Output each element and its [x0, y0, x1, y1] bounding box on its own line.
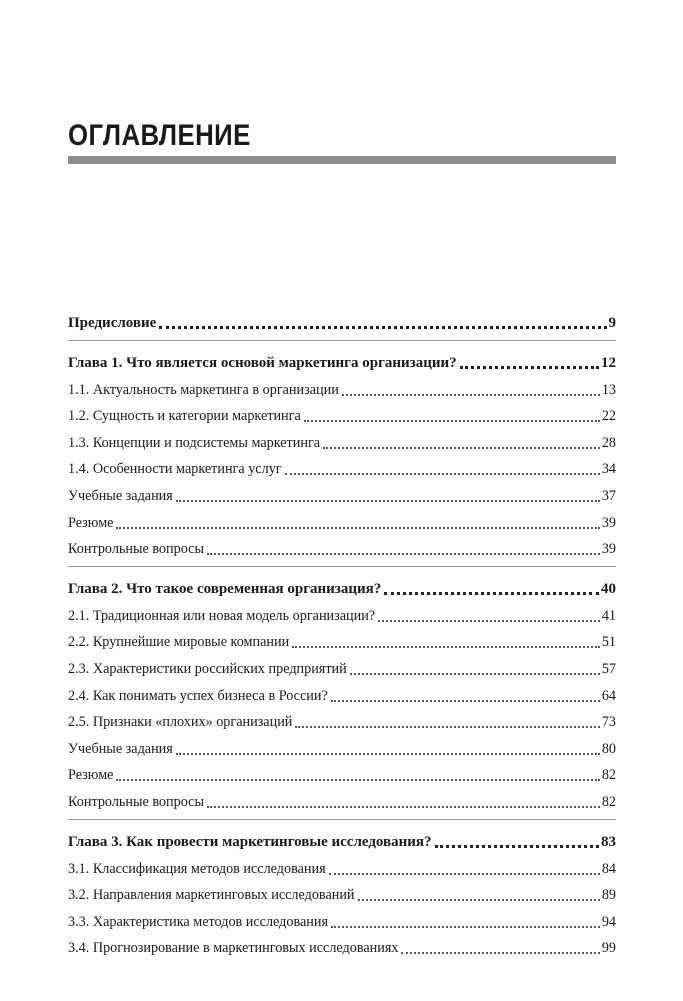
dot-leader: [207, 553, 600, 555]
toc-entry-label: 3.1. Классификация методов исследования: [68, 860, 326, 877]
toc-entry[interactable]: [68, 507, 616, 534]
divider: [68, 340, 616, 341]
toc-entry-label: Глава 1. Что является основой маркетинга организации?: [68, 355, 457, 371]
toc-chapter-2-heading[interactable]: [68, 573, 616, 600]
dot-leader: [207, 806, 600, 808]
toc-entry-page: 9: [608, 315, 616, 331]
toc-entry-label: 2.1. Традиционная или новая модель организации?: [68, 607, 376, 624]
toc-entry-page: 34: [601, 461, 616, 478]
dot-leader: [331, 700, 600, 702]
table-of-contents: [68, 307, 616, 959]
dot-leader: [159, 326, 606, 329]
dot-leader: [285, 473, 600, 475]
dot-leader: [435, 845, 599, 848]
toc-entry[interactable]: [68, 933, 616, 960]
toc-entry[interactable]: [68, 880, 616, 907]
toc-entry-label: 2.2. Крупнейшие мировые компании: [68, 634, 290, 651]
toc-entry-label: 1.3. Концепции и подсистемы маркетинга: [68, 434, 321, 451]
toc-entry[interactable]: [68, 760, 616, 787]
toc-entry[interactable]: [68, 427, 616, 454]
toc-entry[interactable]: [68, 653, 616, 680]
toc-entry-page: 82: [601, 793, 616, 810]
toc-entry-label: Учебные задания: [68, 740, 173, 757]
toc-chapter-3-heading[interactable]: [68, 826, 616, 853]
toc-entry[interactable]: [68, 534, 616, 561]
toc-entry[interactable]: [68, 680, 616, 707]
toc-entry-label: 3.2. Направления маркетинговых исследований: [68, 887, 355, 904]
toc-entry-label: 3.3. Характеристика методов исследования: [68, 913, 329, 930]
toc-entry-preface[interactable]: [68, 307, 616, 334]
toc-entry[interactable]: [68, 374, 616, 401]
toc-entry-label: Контрольные вопросы: [68, 793, 204, 810]
toc-entry-label: 3.4. Прогнозирование в маркетинговых исследованиях: [68, 940, 399, 957]
toc-entry-label: Глава 3. Как провести маркетинговые исследования?: [68, 833, 432, 850]
toc-entry-page: 80: [601, 740, 616, 757]
dot-leader: [342, 394, 600, 396]
dot-leader: [116, 527, 599, 529]
toc-entry-page: 37: [601, 487, 616, 504]
page-title: ОГЛАВЛЕНИЕ: [68, 119, 251, 152]
divider: [68, 566, 616, 567]
toc-entry-page: 99: [601, 940, 616, 957]
toc-entry[interactable]: [68, 707, 616, 734]
toc-entry-page: 73: [601, 714, 616, 731]
toc-entry-label: Глава 2. Что такое современная организация?: [68, 581, 382, 598]
toc-entry-page: 41: [601, 607, 616, 624]
dot-leader: [331, 926, 600, 928]
toc-entry[interactable]: [68, 600, 616, 627]
dot-leader: [350, 673, 600, 675]
dot-leader: [176, 753, 600, 755]
toc-entry-label: Контрольные вопросы: [68, 541, 204, 558]
toc-entry[interactable]: [68, 627, 616, 654]
divider: [68, 819, 616, 820]
dot-leader: [323, 447, 600, 449]
toc-entry-page: 82: [601, 767, 616, 784]
toc-chapter-1-heading[interactable]: [68, 347, 616, 374]
toc-entry-page: 22: [601, 408, 616, 425]
toc-entry[interactable]: [68, 454, 616, 481]
toc-entry-label: Резюме: [68, 767, 114, 784]
dot-leader: [304, 420, 600, 422]
toc-entry-label: 1.4. Особенности маркетинга услуг: [68, 461, 282, 478]
toc-entry[interactable]: [68, 480, 616, 507]
dot-leader: [116, 779, 599, 781]
dot-leader: [292, 646, 600, 648]
dot-leader: [176, 500, 600, 502]
toc-entry[interactable]: [68, 733, 616, 760]
toc-entry[interactable]: [68, 401, 616, 428]
toc-entry-label: Предисловие: [68, 315, 157, 331]
toc-entry-label: 2.4. Как понимать успех бизнеса в России?: [68, 687, 328, 704]
toc-entry-page: 94: [601, 913, 616, 930]
toc-entry-page: 84: [601, 860, 616, 877]
toc-entry-page: 89: [601, 887, 616, 904]
toc-entry-label: Резюме: [68, 514, 114, 531]
toc-entry-label: Учебные задания: [68, 487, 173, 504]
toc-entry-page: 57: [601, 660, 616, 677]
toc-entry[interactable]: [68, 853, 616, 880]
toc-entry-page: 64: [601, 687, 616, 704]
dot-leader: [460, 366, 599, 369]
dot-leader: [384, 592, 599, 595]
dot-leader: [401, 952, 599, 954]
toc-entry-label: 2.3. Характеристики российских предприятий: [68, 660, 347, 677]
toc-entry-page: 28: [601, 434, 616, 451]
toc-entry-label: 1.1. Актуальность маркетинга в организации: [68, 381, 339, 398]
title-rule: [68, 156, 616, 164]
toc-entry-page: 13: [601, 381, 616, 398]
toc-entry-page: 51: [601, 634, 616, 651]
toc-entry-label: 1.2. Сущность и категории маркетинга: [68, 408, 301, 425]
dot-leader: [329, 873, 600, 875]
toc-entry-page: 39: [601, 514, 616, 531]
toc-entry-page: 12: [601, 355, 616, 371]
toc-entry-page: 39: [601, 541, 616, 558]
dot-leader: [295, 726, 599, 728]
toc-entry[interactable]: [68, 786, 616, 813]
toc-entry-page: 40: [601, 581, 616, 598]
toc-entry-label: 2.5. Признаки «плохих» организаций: [68, 714, 293, 731]
toc-entry-page: 83: [601, 833, 616, 850]
toc-entry[interactable]: [68, 906, 616, 933]
dot-leader: [358, 899, 600, 901]
dot-leader: [378, 620, 600, 622]
